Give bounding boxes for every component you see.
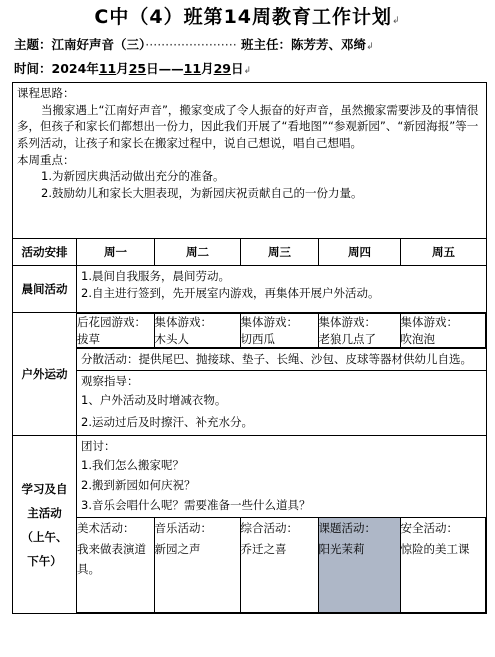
study-label (13, 436, 77, 614)
game-cell (400, 314, 486, 348)
time-month-start: 11 (98, 61, 117, 76)
game-cell (77, 314, 154, 348)
activity-name: 惊险的美工课 (400, 541, 470, 556)
activity-name: 我来做表演道具。 (77, 541, 146, 576)
morning-content (77, 266, 487, 313)
outdoor-games-row (77, 314, 486, 348)
activity-name: 新园之声 (154, 541, 201, 556)
key-point: 2.鼓励幼儿和家长大胆表现，为新园庆祝贡献自己的一份力量。 (41, 186, 363, 201)
game-type: 集体游戏： (400, 315, 458, 329)
activity-type: 课题活动： (318, 521, 376, 536)
study-activities-row (77, 518, 486, 613)
morning-line: 2.自主进行签到，先开展室内游戏，再集体开展户外活动。 (81, 285, 380, 300)
time-year: 2024年 (51, 61, 99, 76)
activity-cell (154, 518, 240, 613)
study-activities-grid (77, 517, 486, 613)
game-type: 集体游戏： (318, 315, 376, 329)
theme-line: 主题：江南好声音（三）······················· 班主任：陈芳芳、邓绮↲ (14, 37, 374, 52)
observe-block (77, 370, 486, 435)
study-content (77, 436, 487, 614)
split-activity: 分散活动：提供尾巴、抛接球、垫子、长绳、沙包、皮球等器材供幼儿自选。 (77, 348, 486, 370)
activity-type: 安全活动： (400, 521, 458, 536)
activity-type: 美术活动： (77, 521, 135, 536)
study-label-line: 学习及自 (21, 481, 68, 496)
time-day-start: 25 (128, 61, 147, 76)
theme-value: 江南好声音（三） (51, 37, 146, 52)
time-label: 时间： (14, 61, 52, 76)
header-day: 周一 (77, 239, 155, 266)
game-cell (318, 314, 400, 348)
study-row (13, 436, 487, 614)
key-point: 1.为新园庆典活动做出充分的准备。 (41, 169, 225, 184)
plan-table (12, 82, 487, 614)
activity-cell (400, 518, 486, 613)
time-month-char-2: 月 (201, 61, 214, 76)
game-cell (154, 314, 240, 348)
study-label-line: （上午、 (21, 529, 68, 544)
activity-type: 综合活动： (240, 521, 298, 536)
intro-cell (13, 83, 487, 239)
header-day: 周三 (241, 239, 319, 266)
header-day: 周五 (401, 239, 487, 266)
study-label-line: 主活动 (27, 505, 62, 520)
time-month-end: 11 (183, 61, 202, 76)
observe-line: 1、户外活动及时增减衣物。 (81, 392, 227, 407)
morning-line: 1.晨间自我服务，晨间劳动。 (81, 269, 230, 283)
activity-cell (77, 518, 154, 613)
header-row (13, 239, 487, 266)
outdoor-games-grid (77, 313, 486, 348)
leader-dots: ······················· (145, 37, 237, 52)
activity-type: 音乐活动： (154, 521, 212, 536)
game-name: 老狼几点了 (318, 331, 376, 346)
page-title: C中（4）班第14周教育工作计划↲ (94, 6, 401, 28)
game-type: 后花园游戏： (77, 315, 146, 329)
theme-label: 主题： (14, 37, 52, 52)
study-label-line: 下午） (27, 554, 62, 569)
activity-cell-highlighted (318, 518, 400, 613)
game-name: 吹泡泡 (400, 331, 435, 346)
talk-line: 2.搬到新园如何庆祝？ (81, 478, 196, 493)
activity-cell (240, 518, 318, 613)
time-day-char-2: 日 (230, 61, 244, 76)
activity-name: 乔迁之喜 (240, 541, 287, 556)
time-day-end: 29 (213, 61, 231, 76)
talk-block (77, 436, 486, 517)
outdoor-label: 户外运动 (13, 313, 77, 436)
game-cell (240, 314, 318, 348)
morning-label: 晨间活动 (13, 266, 77, 313)
time-month-char-1: 月 (116, 61, 129, 76)
time-line: 时间：2024年11月25日——11月29日↲ (14, 61, 252, 76)
key-heading: 本周重点： (17, 152, 75, 167)
activity-name: 阳光茉莉 (318, 541, 365, 556)
outdoor-content (77, 313, 487, 436)
intro-body: 当搬家遇上“江南好声音”，搬家变成了令人振奋的好声音，虽然搬家需要涉及的事情很多，但孩子和家长们都想出一份力，因此我们开展了“看地图”“参观新园”、“新园海报”等一系列活动，让孩子和家长在搬家过程中，说自己想说，唱自己想唱。 (17, 102, 479, 151)
outdoor-row (13, 313, 487, 436)
observe-line: 2.运动过后及时擦汗、补充水分。 (81, 414, 253, 429)
teacher-label: 班主任： (241, 37, 292, 52)
game-name: 切西瓜 (240, 331, 275, 346)
morning-row (13, 266, 487, 313)
game-type: 集体游戏： (240, 315, 298, 329)
observe-heading: 观察指导： (81, 374, 139, 389)
header-day: 周二 (155, 239, 241, 266)
time-day-char-1: 日—— (146, 61, 184, 76)
teacher-value: 陈芳芳、邓绮 (291, 37, 367, 52)
header-activity: 活动安排 (13, 239, 77, 266)
intro-heading: 课程思路： (17, 86, 75, 100)
talk-heading: 团讨： (81, 439, 116, 454)
game-type: 集体游戏： (154, 315, 212, 329)
talk-line: 1.我们怎么搬家呢？ (81, 458, 184, 473)
game-name: 拔草 (77, 331, 100, 346)
talk-line: 3.音乐会唱什么呢？需要准备一些什么道具？ (81, 498, 311, 513)
header-day: 周四 (319, 239, 401, 266)
intro-row (13, 83, 487, 239)
game-name: 木头人 (154, 331, 189, 346)
